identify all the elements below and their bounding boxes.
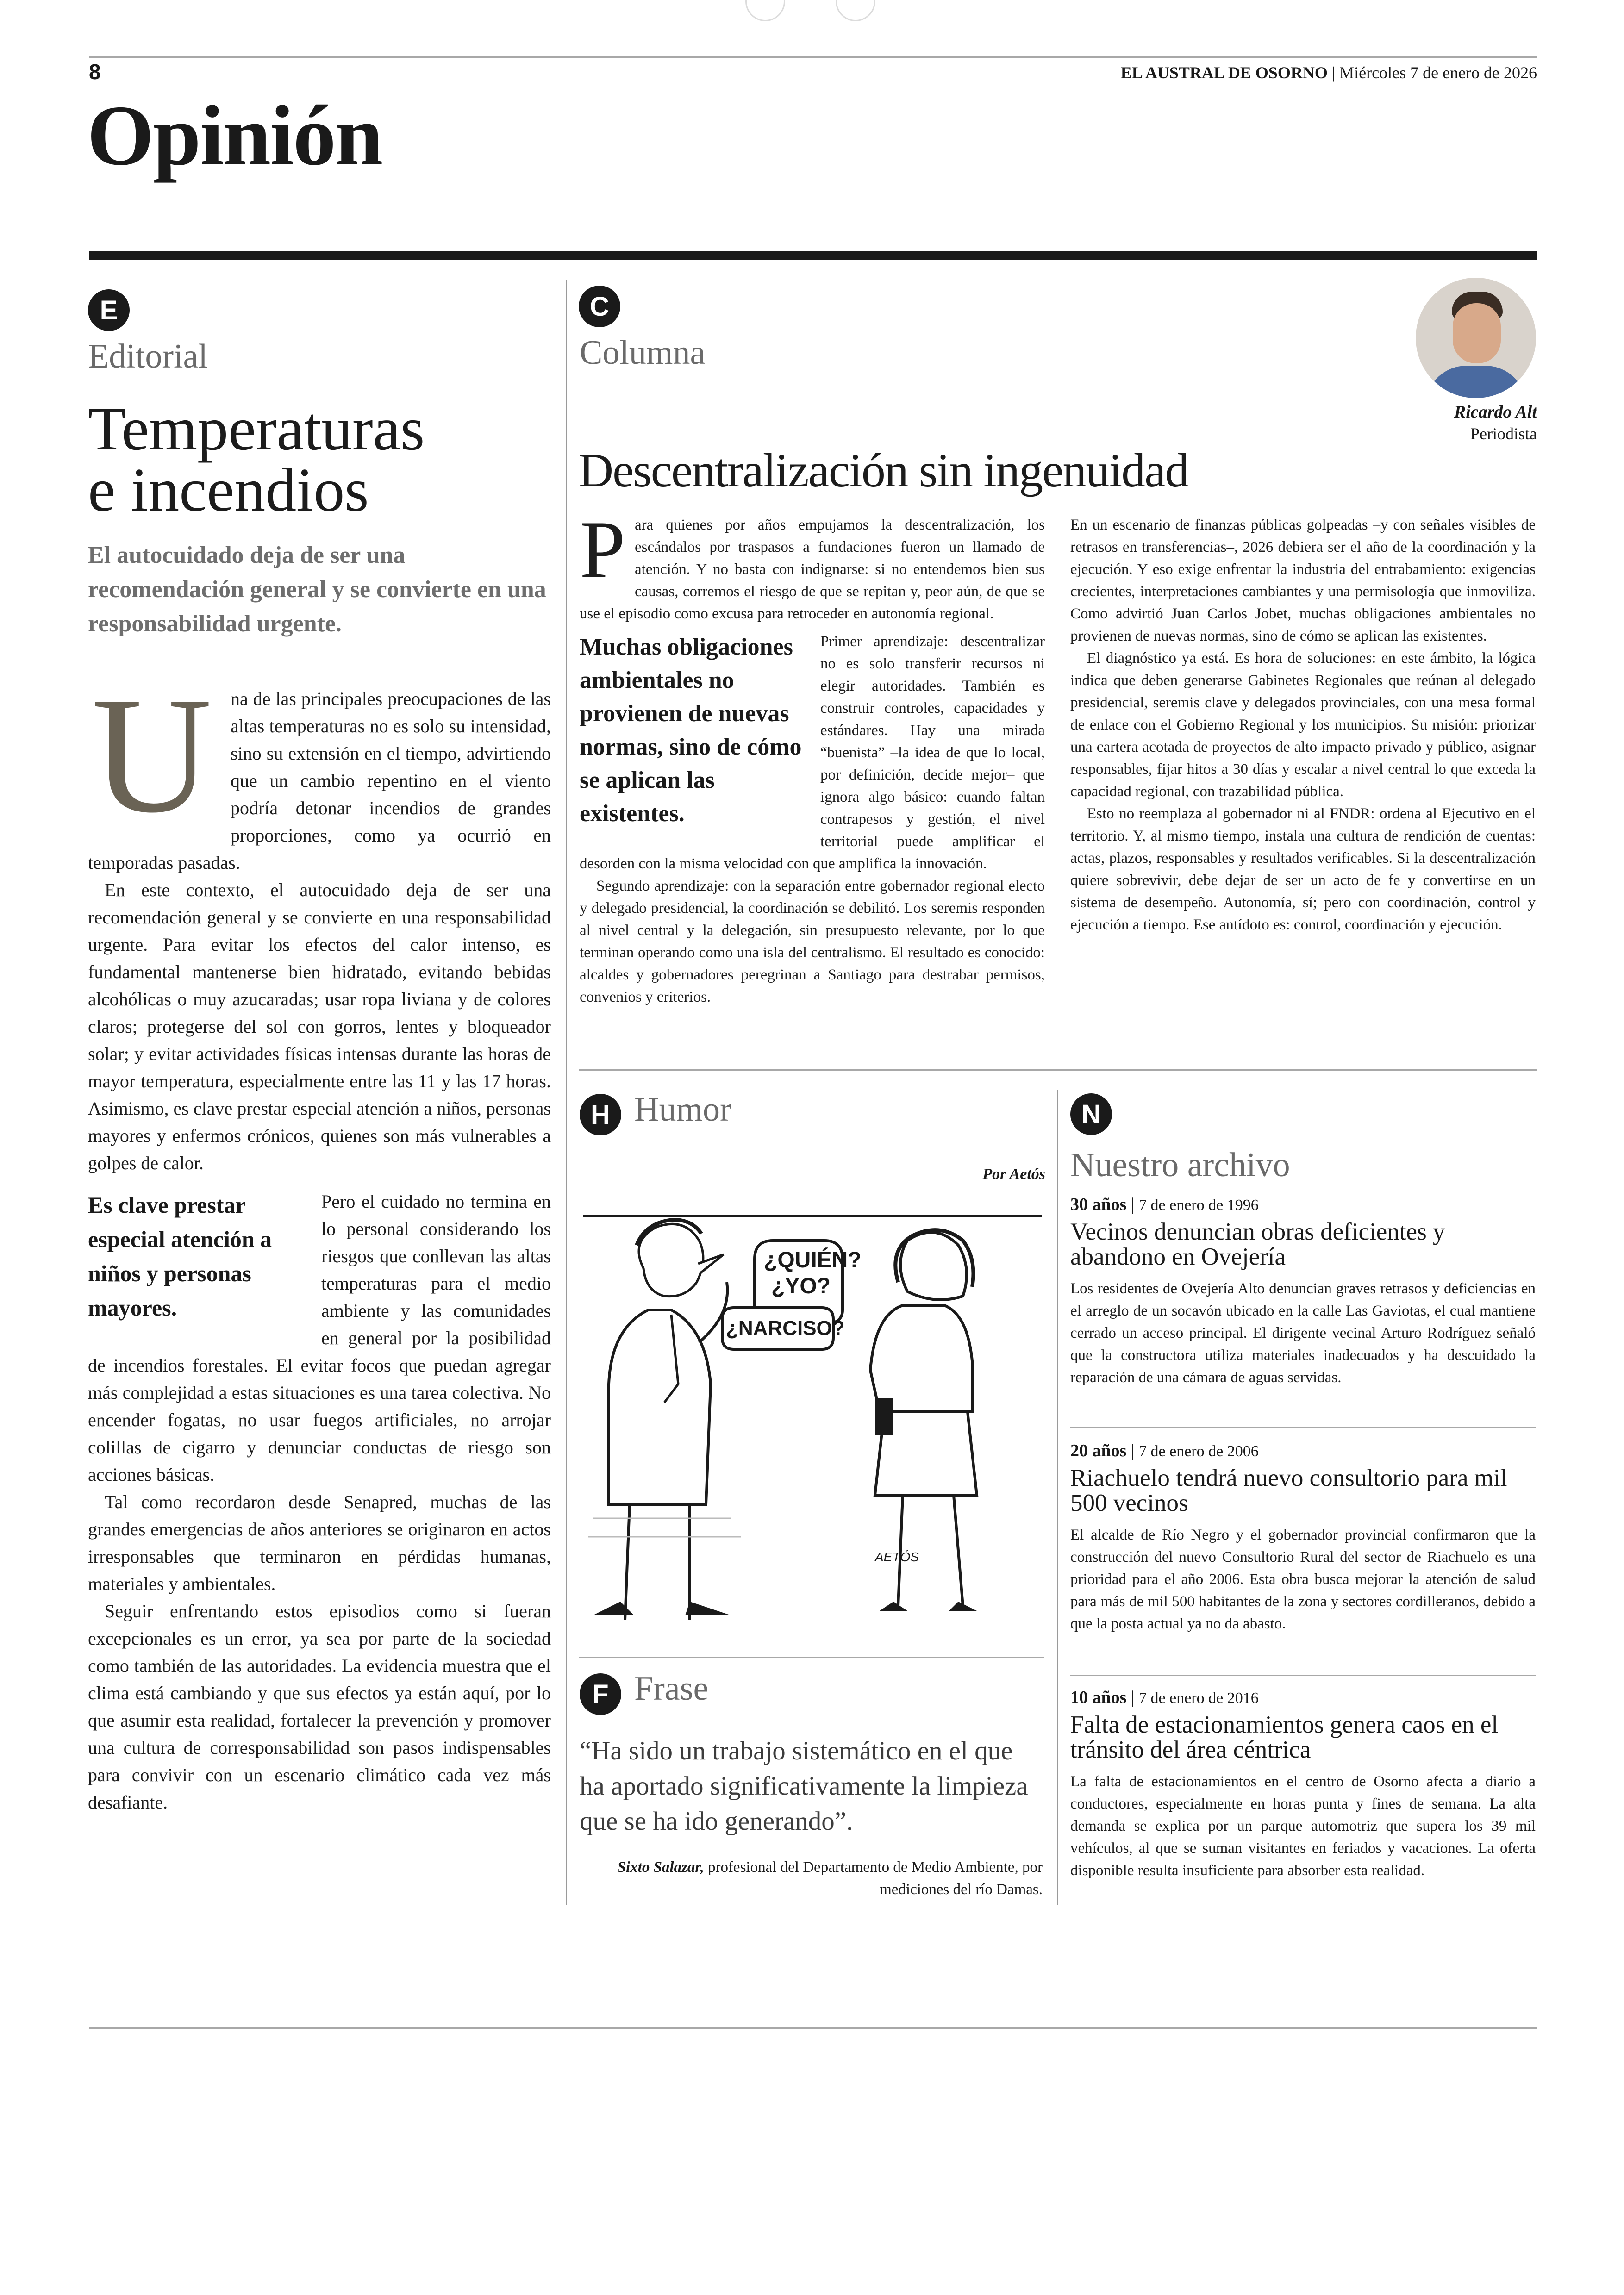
archive-item-1-date: 7 de enero de 1996 — [1139, 1197, 1259, 1214]
frase-badge: F — [580, 1673, 621, 1715]
archive-item-1-years: 30 años — [1070, 1195, 1127, 1214]
column-paragraph-1: ara quienes por años empujamos la descentralización, los escándalos por traspasos a fundaciones fueron un llamado de atención. Y no basta con indignarse: si no entendemos bien sus causas, corremos el riesgo de que se repitan y, peor aún, de que se use el episodio como excusa para retroceder en autonomía regional. — [580, 517, 1045, 622]
author-photo-shirt — [1425, 366, 1527, 398]
frase-top-rule — [579, 1657, 1044, 1658]
column-badge: C — [579, 286, 620, 327]
masthead-divider: | — [1331, 63, 1340, 82]
editorial-dropcap: U — [92, 662, 212, 847]
frase-source-description: profesional del Departamento de Medio Ambiente, por mediciones del río Damas. — [707, 1859, 1043, 1898]
column-paragraph-2: Primer aprendizaje: descentralizar no es solo transferir recursos ni elegir autoridades. También es construir controles, capacidades y estándares. Hay una mirada “buenista” –la idea de que lo local, por definición, decide mejor– que ignora algo básico: cuando faltan contrapesos y gestión, el nivel territorial puede amplificar el desorden con la misma velocidad con que amplifica la innovación. — [580, 633, 1045, 872]
column-dropcap: P — [580, 504, 625, 595]
archive-item-3-years: 10 años — [1070, 1688, 1127, 1707]
column-author-role: Periodista — [1470, 424, 1537, 443]
archive-item-3 — [1070, 1687, 1536, 1882]
page-number: 8 — [89, 60, 101, 84]
archive-item-1-headline: Vecinos denuncian obras deficientes y abandono en Ovejería — [1070, 1218, 1445, 1270]
frase-source — [580, 1856, 1043, 1901]
column-body-right — [1070, 514, 1536, 936]
archive-item-2 — [1070, 1441, 1536, 1635]
editorial-body — [88, 662, 551, 1816]
editorial-pullquote: Es clave prestar especial atención a niños y personas mayores. — [88, 1192, 272, 1321]
column-label: Columna — [580, 334, 706, 372]
header-top-rule — [89, 56, 1537, 58]
divider-humor-archive — [1057, 1090, 1058, 1905]
scroll-indicator-right[interactable] — [836, 0, 875, 21]
archive-item-3-headline: Falta de estacionamientos genera caos en el tránsito del área céntrica — [1070, 1711, 1499, 1763]
editorial-lead: El autocuidado deja de ser una recomendación general y se convierte en una responsabilidad urgente. — [88, 542, 546, 637]
archive-item-1-meta — [1070, 1194, 1536, 1215]
editorial-paragraph-4: Tal como recordaron desde Senapred, muchas de las grandes emergencias de años anteriores se originaron en actos irresponsables que terminaron en pérdidas humanas, materiales y ambientales. — [88, 1491, 551, 1594]
footer-rule — [89, 2027, 1537, 2029]
scroll-indicator-left[interactable] — [745, 0, 785, 21]
archive-divider-2 — [1070, 1675, 1536, 1676]
author-photo-face — [1453, 303, 1501, 363]
cartoon-signature: AETÓS — [875, 1550, 919, 1564]
archive-item-3-body: La falta de estacionamientos en el centro de Osorno afecta a diario a conductores, especialmente en horas punta y fines de semana. La alta demanda se explica por un parque automotriz que supera los 39 mil vehículos, al que se suman visitantes en feriados y vacaciones. La oferta disponible resulta insuficiente para absorber esta realidad. — [1070, 1773, 1536, 1879]
archive-item-1-sep: | — [1131, 1195, 1139, 1214]
archive-item-3-sep: | — [1131, 1688, 1139, 1707]
column-bottom-rule — [579, 1069, 1537, 1071]
archive-item-1 — [1070, 1194, 1536, 1389]
editorial-paragraph-2: En este contexto, el autocuidado deja de ser una recomendación general y se convierte en una responsabilidad urgente. Para evitar los efectos del calor intenso, es fundamental mantenerse bien hidratado, evitando bebidas alcohólicas o muy azucaradas; usar ropa liviana y de colores claros; protegerse del sol con gorros, lentes y bloqueador solar; y evitar actividades físicas intensas durante las horas de mayor temperatura, especialmente entre las 11 y las 17 horas. Asimismo, es clave prestar especial atención a niños, personas mayores y enfermos crónicos, quienes son más vulnerables a golpes de calor. — [88, 879, 551, 1173]
archive-divider-1 — [1070, 1427, 1536, 1428]
divider-editorial — [566, 280, 567, 1905]
cartoon-bubble-who: ¿QUIÉN? ¿YO? — [764, 1248, 862, 1298]
frase-quote: “Ha sido un trabajo sistemático en el que ha aportado significativamente la limpieza que se ha ido generando”. — [580, 1736, 1028, 1836]
editorial-paragraph-5: Seguir enfrentando estos episodios como si fueran excepcionales es un error, ya sea por parte de la sociedad como también de las autoridades. La evidencia muestra que el clima está cambiando y que sus efectos ya están aquí, por lo que asumir esta realidad, fortalecer la prevención y promover una cultura de corresponsabilidad son pasos indispensables para convivir con un escenario climático cada vez más desafiante. — [88, 1601, 551, 1813]
editorial-title — [88, 394, 425, 524]
archive-item-3-date: 7 de enero de 2016 — [1139, 1690, 1259, 1707]
section-rule — [89, 251, 1537, 260]
frase-source-name: Sixto Salazar, — [617, 1859, 704, 1876]
editorial-label: Editorial — [88, 337, 208, 375]
editorial-paragraph-1: na de las principales preocupaciones de las altas temperaturas no es solo su intensidad, sino su extensión en el tiempo, advirtiendo que un cambio repentino en el viento podría detonar incendios de grandes proporciones, como ya ocurrió en temporadas pasadas. — [88, 688, 551, 873]
cartoon-bubble-narciso: ¿NARCISO? — [726, 1317, 845, 1340]
column-paragraph-3: Segundo aprendizaje: con la separación entre gobernador regional electo y delegado presidencial, la coordinación se debilitó. Los seremis responden al nivel central y la delegación, sin presupuesto relevante, por lo que terminan operando como una isla del centralismo. El resultado es conocido: alcaldes y gobernadores peregrinan a Santiago para destrabar permisos, convenios y criterios. — [580, 878, 1045, 1005]
archive-item-3-meta — [1070, 1687, 1536, 1708]
archive-item-2-years: 20 años — [1070, 1441, 1127, 1460]
editorial-badge: E — [88, 289, 130, 331]
section-title: Opinión — [87, 88, 382, 183]
humor-label: Humor — [634, 1091, 731, 1129]
archive-label: Nuestro archivo — [1070, 1146, 1290, 1184]
editorial-title-line1: Temperaturas — [88, 394, 425, 463]
archive-item-2-date: 7 de enero de 2006 — [1139, 1443, 1259, 1460]
frase-label: Frase — [634, 1670, 709, 1708]
column-paragraph-4: En un escenario de finanzas públicas golpeadas –y con señales visibles de retrasos en transferencias–, 2026 debiera ser el año de la coordinación y la ejecución. Y eso exige enfrentar la industria del entrabamiento: exigencias crecientes, interpretaciones cambiantes y una permisología que inmoviliza. Como advirtió Juan Carlos Jobet, muchas obligaciones ambientales no provienen de nuevas normas, sino de cómo se aplican las existentes. — [1070, 517, 1536, 644]
archive-item-2-body: El alcalde de Río Negro y el gobernador provincial confirmaron que la construcción del nuevo Consultorio Rural del sector de Riachuelo es una prioridad para el año 2006. Esta obra busca mejorar la atención de salud para más de mil 500 habitantes de la zona y sectores cordilleranos, debido a que la posta actual ya no da abasto. — [1070, 1527, 1536, 1632]
newspaper-name: EL AUSTRAL DE OSORNO — [1120, 63, 1328, 82]
author-photo — [1416, 278, 1536, 398]
issue-date: Miércoles 7 de enero de 2026 — [1339, 63, 1537, 82]
cartoon — [579, 1204, 1046, 1620]
column-paragraph-6: Esto no reemplaza al gobernador ni al FNDR: ordena al Ejecutivo en el territorio. Y, al mismo tiempo, instala una cultura de rendición de cuentas: actas, plazos, responsables y resultados verificables. Si la descentralización quiere sobrevivir, debe dejar de ser un acto de fe y convertirse en un sistema de desempeño. Autonomía, sí; pero con coordinación, control y ejecución a tiempo. Ese antídoto es: control, coordinación y ejecución. — [1070, 805, 1536, 933]
column-author: Ricardo Alt — [1454, 402, 1537, 422]
archive-item-2-sep: | — [1131, 1441, 1139, 1460]
archive-item-2-meta — [1070, 1441, 1536, 1461]
column-paragraph-5: El diagnóstico ya está. Es hora de soluciones: en este ámbito, la lógica indica que deben generarse Gabinetes Regionales que reúnan al delegado presidencial, seremis clave y delegados provinciales, con una mesa formal de enlace con el Gobierno Regional y los municipios. Su misión: priorizar una cartera acotada de proyectos de alto impacto privado y público, asignar responsables, fijar hitos a 30 días y escalar a nivel central lo que exceda la capacidad regional, con trazabilidad pública. — [1070, 650, 1536, 800]
column-title: Descentralización sin ingenuidad — [579, 444, 1188, 497]
masthead-line — [1121, 63, 1537, 82]
humor-credit: Por Aetós — [982, 1166, 1045, 1183]
archive-badge: N — [1070, 1093, 1112, 1135]
column-body-left — [580, 504, 1045, 1008]
editorial-title-line2: e incendios — [88, 455, 369, 524]
archive-item-2-headline: Riachuelo tendrá nuevo consultorio para mil 500 vecinos — [1070, 1465, 1507, 1516]
humor-badge: H — [580, 1094, 621, 1135]
archive-item-1-body: Los residentes de Ovejería Alto denuncian graves retrasos y deficiencias en el arreglo de un socavón ubicado en la calle Las Gaviotas, el cual mantiene cerrado un acceso principal. El dirigente vecinal Arturo Rodríguez señaló que la constructora utiliza materiales inadecuados y ha descuidado la reparación de una cámara de aguas servidas. — [1070, 1280, 1536, 1386]
editorial-paragraph-3: Pero el cuidado no termina en lo personal considerando los riesgos que conllevan las altas temperaturas para el medio ambiente y las comunidades en general por la posibilidad de incendios forestales. El evitar focos que puedan agregar más complejidad a estas situaciones es una tarea colectiva. No encender fogatas, no usar fuegos artificiales, no arrojar colillas de cigarro y denunciar conductas de riesgo son acciones básicas. — [88, 1191, 551, 1485]
column-pullquote: Muchas obligaciones ambientales no provienen de nuevas normas, sino de cómo se aplican las existentes. — [580, 634, 802, 827]
